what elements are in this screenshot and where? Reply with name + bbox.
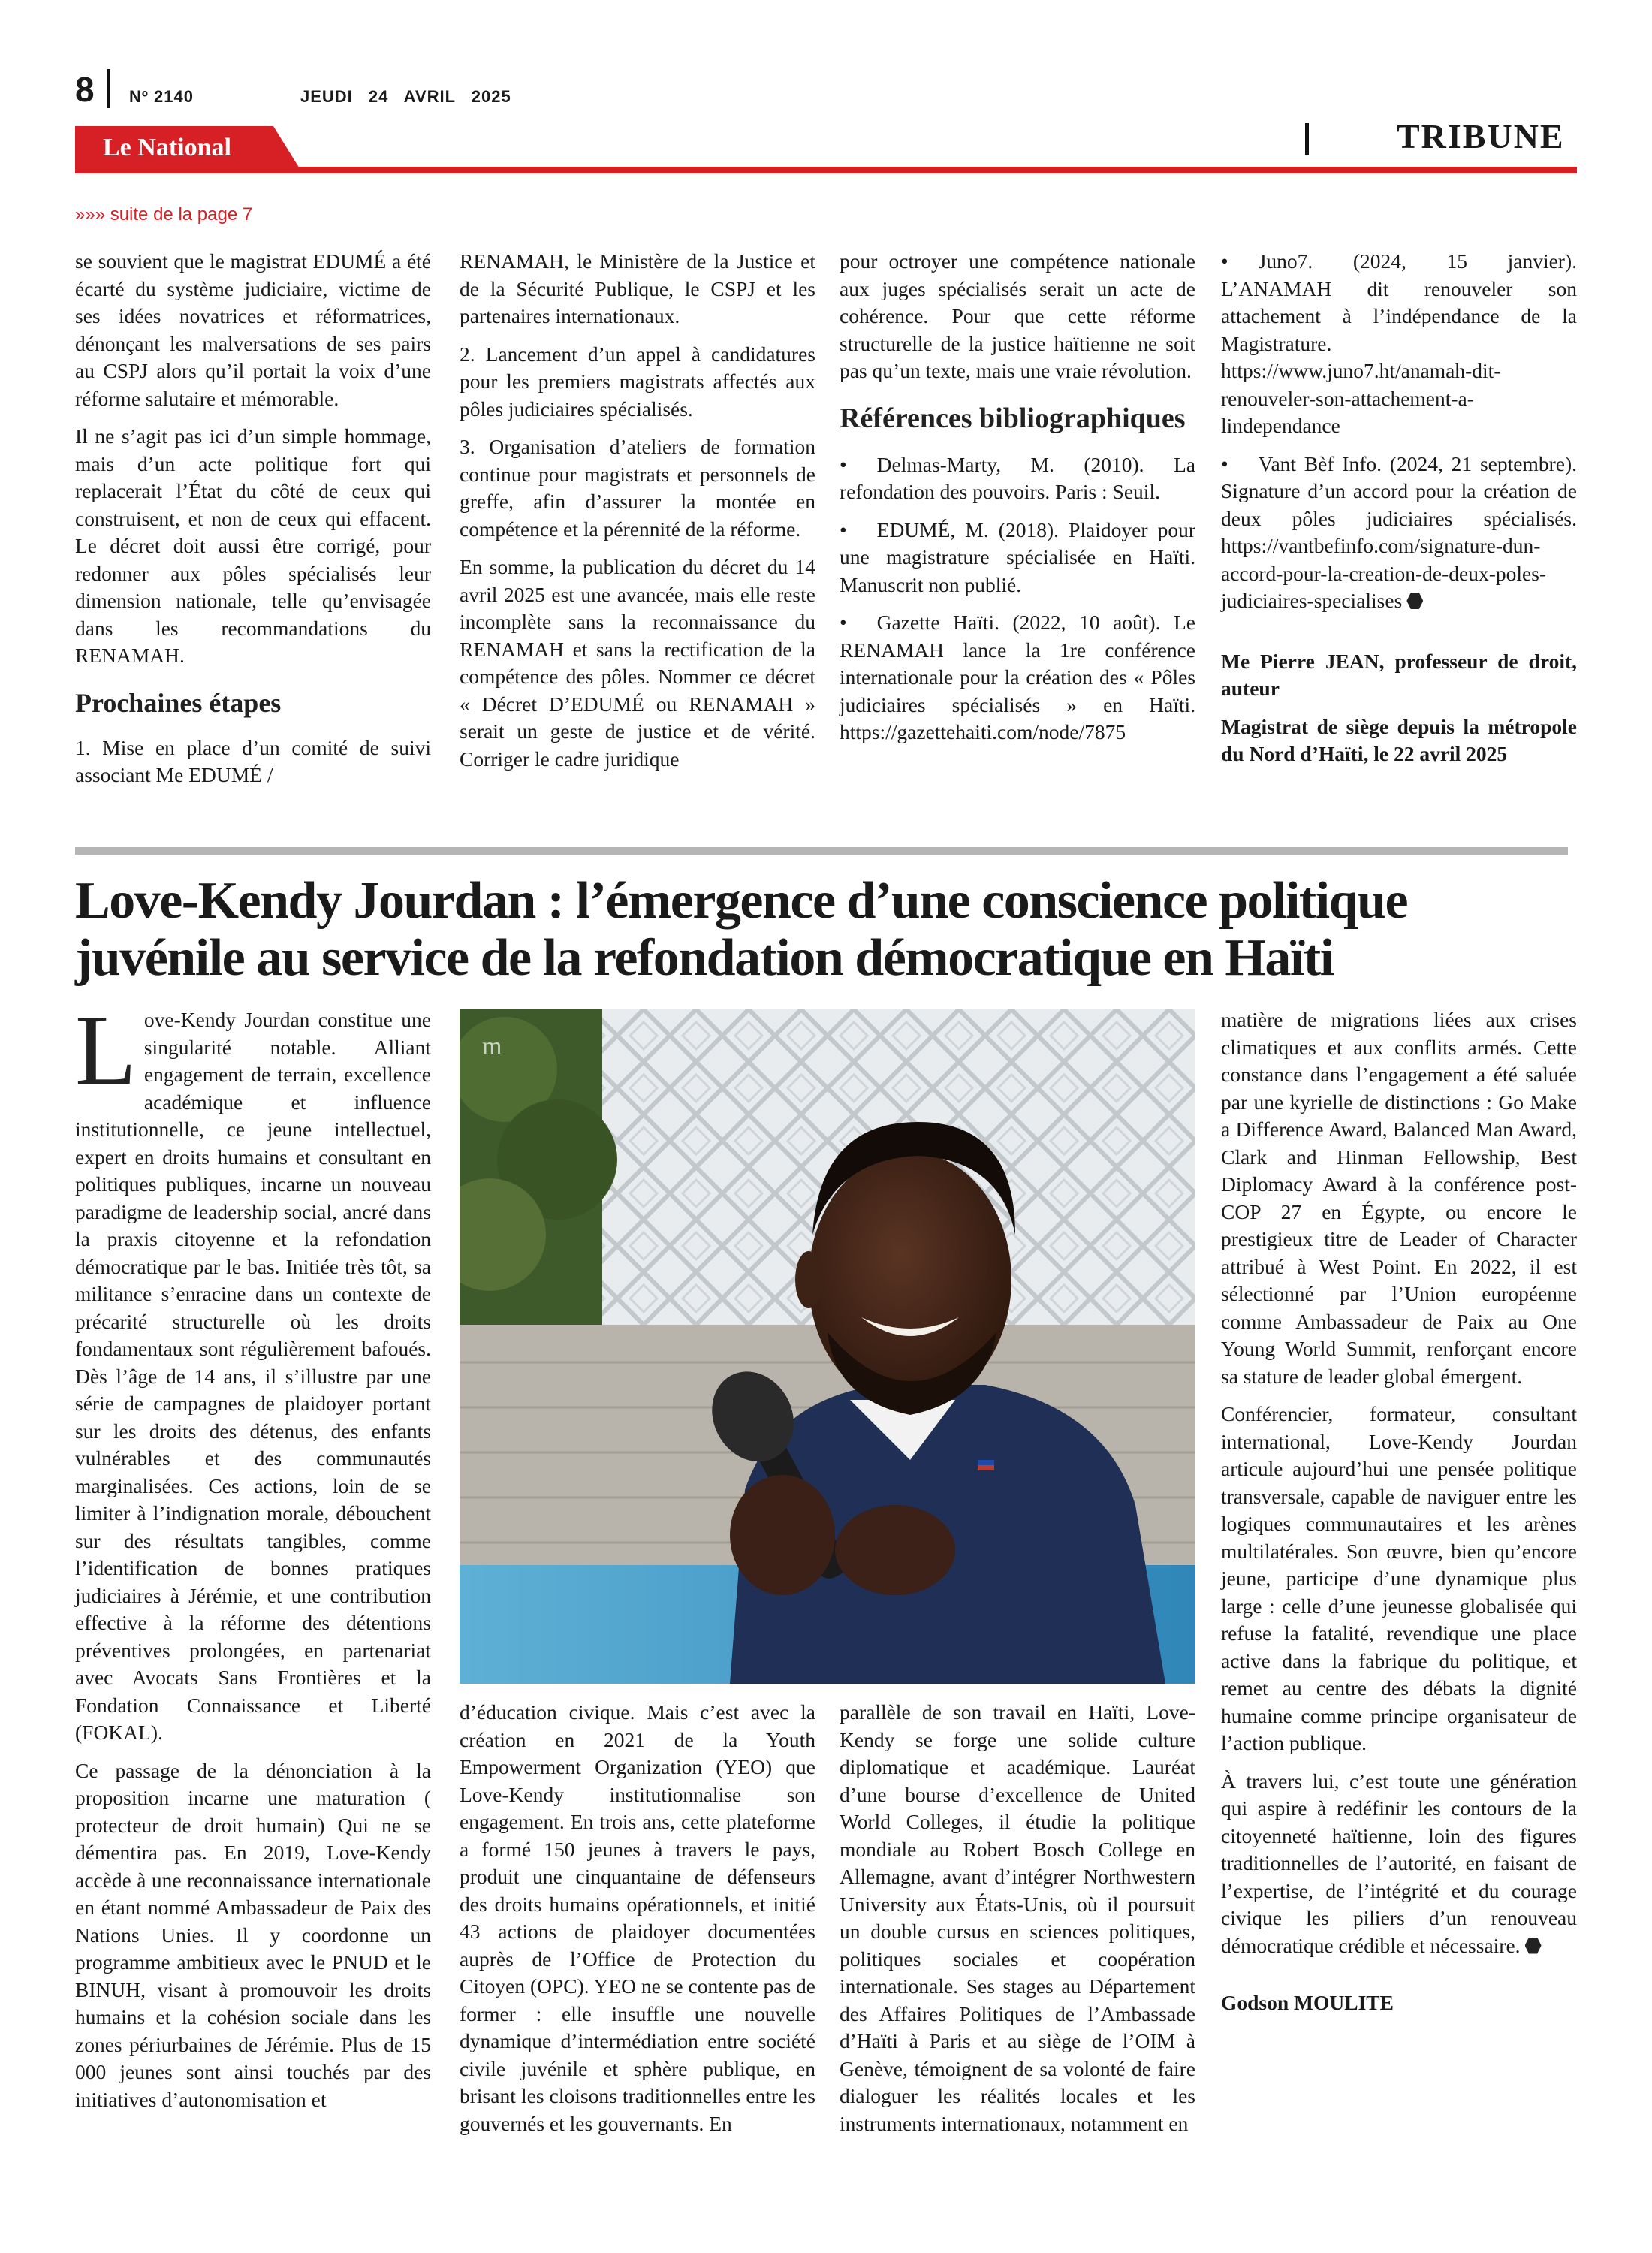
photo-watermark: m xyxy=(482,1033,502,1060)
end-mark-icon xyxy=(1406,593,1423,609)
list-item: 2. Lancement d’un appel à candidatures pour les premiers magistrats affectés aux pôles judiciaires spécialisés. xyxy=(460,342,815,421)
references-heading: Références bibliographiques xyxy=(840,402,1186,434)
paragraph: pour octroyer une compétence nationale aux juges spécialisés serait un acte de cohérence. Pour que cette réforme structurelle de la justice haïtienne ne soit pas qu’un texte, mais une vraie révolution. xyxy=(840,249,1195,382)
reference-item: • Gazette Haïti. (2022, 10 août). Le RENAMAH lance la 1re conférence internationale pour la création des « Pôles judiciaires spécialisés » en Haïti. https://gazettehaiti.com/node/7875 xyxy=(840,609,1195,746)
end-mark-icon xyxy=(1525,1938,1542,1954)
lead-paragraph xyxy=(75,994,431,1747)
article-column-3 xyxy=(840,1699,1195,2148)
page-number: 8 xyxy=(75,70,95,109)
reference-item: • Delmas-Marty, M. (2010). La refondation des pouvoirs. Paris : Seuil. xyxy=(840,451,1195,506)
section-divider xyxy=(75,847,1568,855)
reference-item: • Juno7. (2024, 15 janvier). L’ANAMAH dit renouveler son attachement à l’indépendance de la Magistrature. https://www.juno7.ht/anamah-dit-renouveler-son-attachement-a-lindependance xyxy=(1221,248,1577,440)
section-heading: Prochaines étapes xyxy=(75,687,282,718)
tribune-column-1 xyxy=(75,248,431,800)
portrait-photo xyxy=(460,1009,1195,1684)
header-rule xyxy=(75,167,1577,173)
list-item: 1. Mise en place d’un comité de suivi associant Me EDUMÉ / xyxy=(75,735,431,786)
closing-text: À travers lui, c’est toute une génération qui aspire à redéfinir les contours de la citoyenneté haïtienne, loin des figures traditionnelles de l’autorité, en faisant de l’expertise, de l’intégrité et du courage civique les piliers d’un renouveau démocratique crédible et nécessaire. xyxy=(1221,1769,1577,1957)
reference-item: • EDUMÉ, M. (2018). Plaidoyer pour une magistrature spécialisée en Haïti. Manuscrit non publié. xyxy=(840,517,1195,599)
article-column-4 xyxy=(1221,1006,1577,2028)
paragraph: Il ne s’agit pas ici d’un simple hommage, mais d’un acte politique fort qui replacerait l’État du côté de ceux qui construisent, et non de ceux qui effacent. Le décret doit aussi être corrigé, pour redonner aux pôles spécialisés leur dimension nationale, telle qu’envisagée dans les recommandations du RENAMAH. xyxy=(75,424,431,667)
paragraph: En somme, la publication du décret du 14 avril 2025 est une avancée, mais elle reste incomplète sans la reconnaissance du RENAMAH et sans la rectification de la compétence des pôles. Nommer ce décret « Décret D’EDUMÉ ou RENAMAH » serait un geste de justice et de vérité. Corriger le cadre juridique xyxy=(460,555,815,771)
article-column-1 xyxy=(75,994,431,2124)
section-rubric: TRIBUNE xyxy=(1397,117,1565,155)
reference-item xyxy=(1221,451,1577,615)
continuation-note: »»» suite de la page 7 xyxy=(75,204,253,225)
paragraph: Conférencier, formateur, consultant international, Love-Kendy Jourdan articule aujourd’hui une pensée politique transversale, capable de naviguer entre les logiques communautaires et les arènes multilatérales. Son œuvre, bien qu’encore jeune, participe d’une dynamique plus large : celle d’une jeunesse globalisée qui refuse la fatalité, revendique une place active dans la fabrique du politique, et remet au centre des débats la dignité humaine comme principe organisateur de l’action publique. xyxy=(1221,1402,1577,1754)
paragraph: RENAMAH, le Ministère de la Justice et de la Sécurité Publique, le CSPJ et les partenaires internationaux. xyxy=(460,249,815,327)
tribune-column-2 xyxy=(460,248,815,783)
author-signature: Me Pierre JEAN, professeur de droit, auteur xyxy=(1221,649,1577,700)
paragraph: parallèle de son travail en Haïti, Love-Kendy se forge une solide culture diplomatique et académique. Lauréat d’une bourse d’excellence de United World Colleges, il étudie la politique mondiale au Robert Bosch College en Allemagne, avant d’intégrer Northwestern University aux États-Unis, où il poursuit un double cursus en sciences politiques, politiques sociales et coopération internationale. Ses stages au Département des Affaires Politiques de l’Ambassade d’Haïti à Paris et au siège de l’OIM à Genève, témoignent de sa volonté de faire dialoguer les réalités locales et les instruments internationaux, notamment en xyxy=(840,1700,1195,2135)
tribune-column-4 xyxy=(1221,248,1577,779)
reference-text: Vant Bèf Info. (2024, 21 septembre). Signature d’un accord pour la création de deux pôles judiciaires spécialisés. https://vantbefinfo.com/signature-dun-accord-pour-la-creation-de-deux-poles-judiciaires-specialises xyxy=(1221,451,1577,612)
paragraph: Ce passage de la dénonciation à la proposition incarne une maturation ( protecteur de droit humain) Qui ne se démentira pas. En 2019, Love-Kendy accède à une reconnaissance internationale en étant nommé Ambassadeur de Paix des Nations Unies. Il y coordonne un programme ambitieux avec le PNUD et le BINUH, visant à promouvoir les droits humains et la cohésion sociale dans les zones périurbaines de Jérémie. Plus de 15 000 jeunes sont ainsi touchés par des initiatives d’autonomisation et xyxy=(75,1758,431,2111)
brand-logo-text: Le National xyxy=(103,134,231,161)
issue-number: Nº 2140 xyxy=(129,87,194,106)
article-column-2 xyxy=(460,1699,815,2148)
tribune-column-3 xyxy=(840,248,1195,757)
paragraph xyxy=(1221,1768,1577,1960)
rubric-divider xyxy=(1305,123,1309,155)
paragraph: se souvient que le magistrat EDUMÉ a été écarté du système judiciaire, victime de ses idées novatrices et réformatrices, dénonçant les malversations de ses pairs au CSPJ alors qu’il portait la voix d’une réforme salutaire et mémorable. xyxy=(75,249,431,410)
header-divider xyxy=(107,69,110,108)
article-photo xyxy=(460,1009,1195,1684)
article-byline: Godson MOULITE xyxy=(1221,1991,1394,2014)
author-location: Magistrat de siège depuis la métropole du Nord d’Haïti, le 22 avril 2025 xyxy=(1221,714,1577,765)
article-headline: Love-Kendy Jourdan : l’émergence d’une conscience politique juvénile au service de la refondation démocratique en Haïti xyxy=(75,872,1408,987)
drop-cap: L xyxy=(75,994,137,1105)
lead-text: ove-Kendy Jourdan constitue une singularité notable. Alliant engagement de terrain, excellence académique et influence institutionnelle, ce jeune intellectuel, expert en droits humains et consultant en politiques publiques, incarne un nouveau paradigme de leadership social, ancré dans la praxis citoyenne et la refondation démocratique par le bas. Initiée très tôt, sa militance s’enracine dans un contexte de précarité structurelle où les droits fondamentaux sont régulièrement bafoués. Dès l’âge de 14 ans, il s’illustre par une série de campagnes de plaidoyer portant sur les droits des détenus, des enfants vulnérables et des communautés marginalisées. Ces actions, loin de se limiter à l’indignation morale, débouchent sur des résultats tangibles, comme l’identification de bonnes pratiques judiciaires à Jérémie, et une contribution effective à la réforme des détentions préventives prolongées, en partenariat avec Avocats Sans Frontières et la Fondation Connaissance et Liberté (FOKAL). xyxy=(75,1008,431,1744)
issue-date: JEUDI 24 AVRIL 2025 xyxy=(300,87,511,106)
list-item: 3. Organisation d’ateliers de formation continue pour magistrats et personnels de greffe, afin d’assurer la montée en compétence et la pérennité de la réforme. xyxy=(460,435,815,541)
paragraph: matière de migrations liées aux crises climatiques et aux conflits armés. Cette constance dans l’engagement a été saluée par une kyrielle de distinctions : Go Make a Difference Award, Balanced Man Award, Clark and Hinman Fellowship, Best Diplomacy Award à la conférence post-COP 27 en Égypte, ou encore le prestigieux titre de Leader of Character attribué à West Point. En 2022, il est sélectionné par l’Union européenne comme Ambassadeur de Paix au One Young World Summit, renforçant encore sa stature de leader global émergent. xyxy=(1221,1008,1577,1388)
paragraph: d’éducation civique. Mais c’est avec la création en 2021 de la Youth Empowerment Organization (YEO) que Love-Kendy institutionnalise son engagement. En trois ans, cette plateforme a formé 150 jeunes à travers le pays, produit une cinquantaine de défenseurs des droits humains opérationnels, et initié 43 actions de plaidoyer documentées auprès de l’Office de Protection du Citoyen (OPC). YEO ne se contente pas de former : elle insuffle une nouvelle dynamique d’intermédiation entre société civile juvénile et sphère publique, en brisant les cloisons traditionnelles entre les gouvernés et les gouvernants. En xyxy=(460,1700,816,2135)
